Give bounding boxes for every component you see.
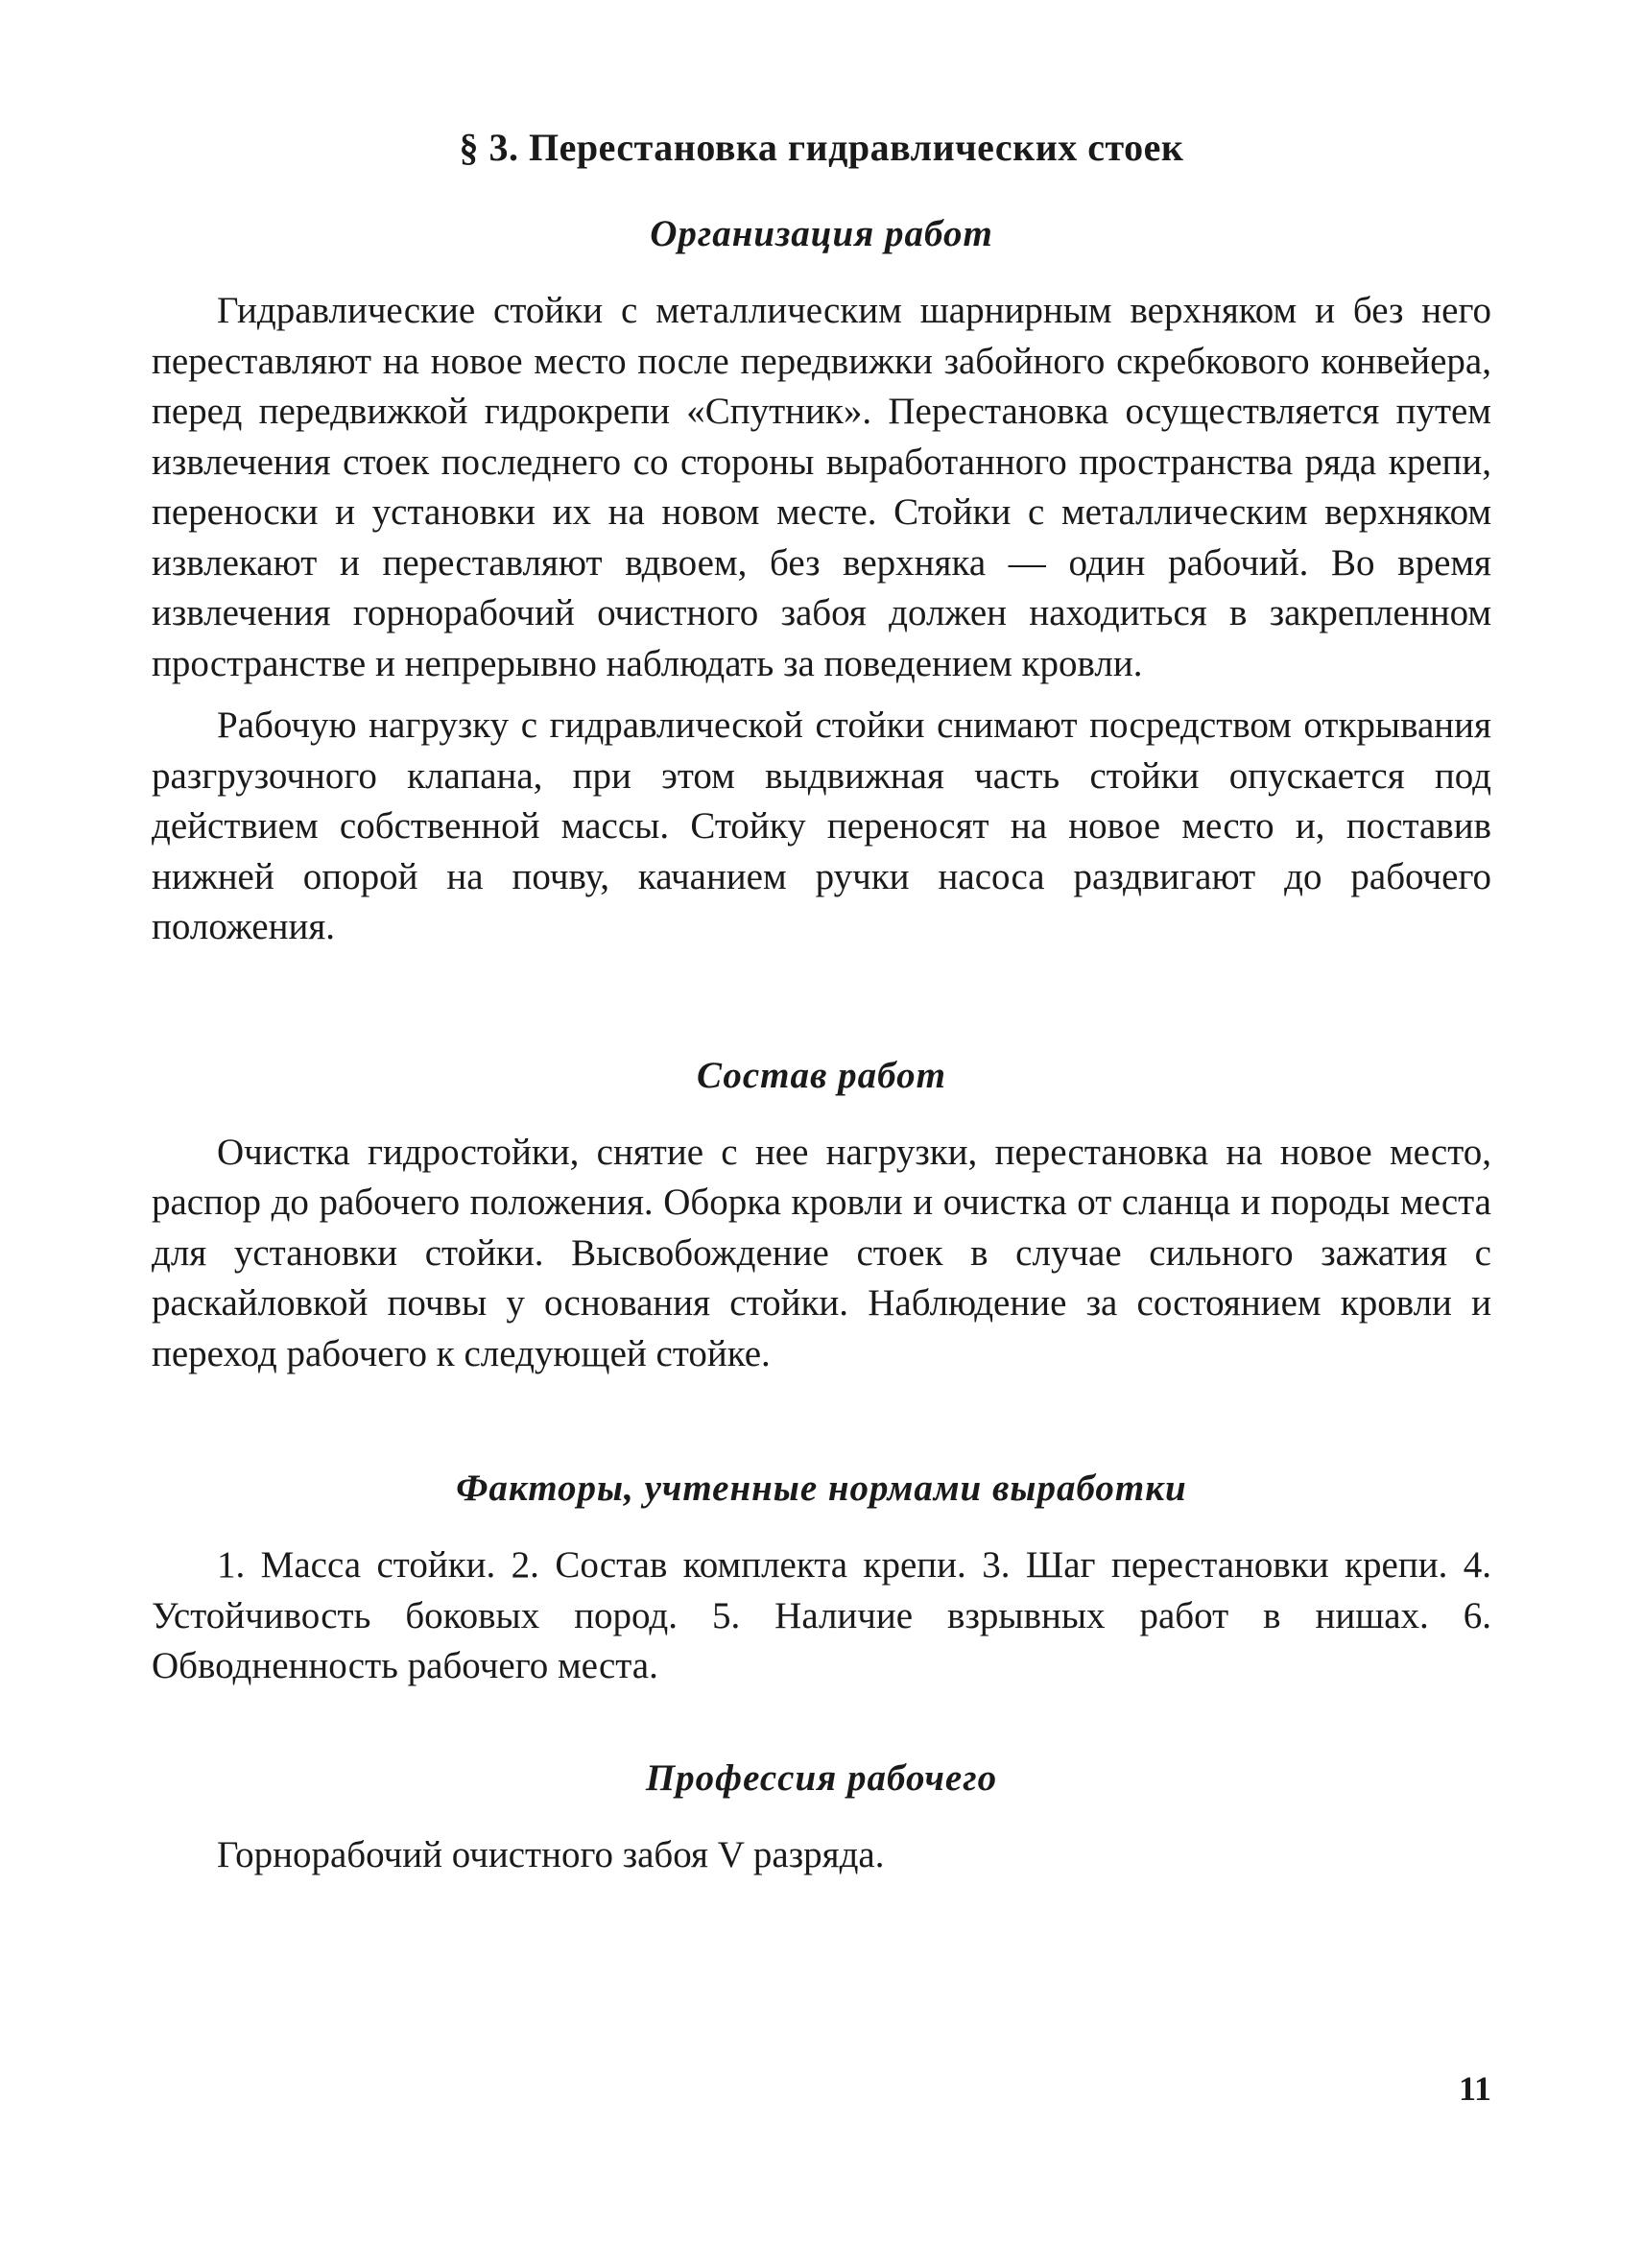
- organization-paragraph-1: Гидравлические стойки с металлическим шарнирным верхняком и без него переставляют на новое место после передвижки забойного скребкового конвейера, перед передвижкой гидрокрепи «Спутник». Перестановка осуществляется путем извлечения стоек последнего со стороны выработанного пространства ряда крепи, переноски и установки их на новом месте. Стойки с металлическим верхняком извлекают и переставляют вдвоем, без верхняка — один рабочий. Во время извлечения горнорабочий очистного забоя должен находиться в закрепленном пространстве и непрерывно наблюдать за поведением кровли.: [152, 290, 1491, 684]
- organization-paragraph-2: Рабочую нагрузку с гидравлической стойки снимают посредством открывания разгрузочного клапана, при этом выдвижная часть стойки опускается под действием собственной массы. Стойку переносят на новое место и, поставив нижней опорой на почву, качанием ручки насоса раздвигают до рабочего положения.: [152, 704, 1491, 947]
- spacer: [152, 1692, 1491, 1754]
- composition-heading: Состав работ: [697, 1054, 946, 1096]
- profession-paragraph: Горнорабочий очистного забоя V разряда.: [217, 1833, 885, 1875]
- factors-heading: Факторы, учтенные нормами выработки: [456, 1468, 1187, 1509]
- organization-heading: Организация работ: [650, 213, 993, 254]
- factors-paragraph: 1. Масса стойки. 2. Состав комплекта крепи. 3. Шаг перестановки крепи. 4. Устойчивость боковых пород. 5. Наличие взрывных работ в нишах. 6. Обводненность рабочего места.: [152, 1544, 1491, 1686]
- profession-heading: Профессия рабочего: [645, 1756, 998, 1799]
- spacer: [152, 1379, 1491, 1464]
- composition-paragraph: Очистка гидростойки, снятие с нее нагрузки, перестановка на новое место, распор до рабочего положения. Оборка кровли и очистка от сланца и породы места для установки стойки. Высвобождение стоек в случае сильного зажатия с раскайловкой почвы у основания стойки. Наблюдение за состоянием кровли и переход рабочего к следующей стойке.: [152, 1131, 1491, 1374]
- page-number: 11: [1458, 2069, 1491, 2108]
- section-title: § 3. Перестановка гидравлических стоек: [459, 126, 1184, 169]
- spacer: [152, 953, 1491, 1051]
